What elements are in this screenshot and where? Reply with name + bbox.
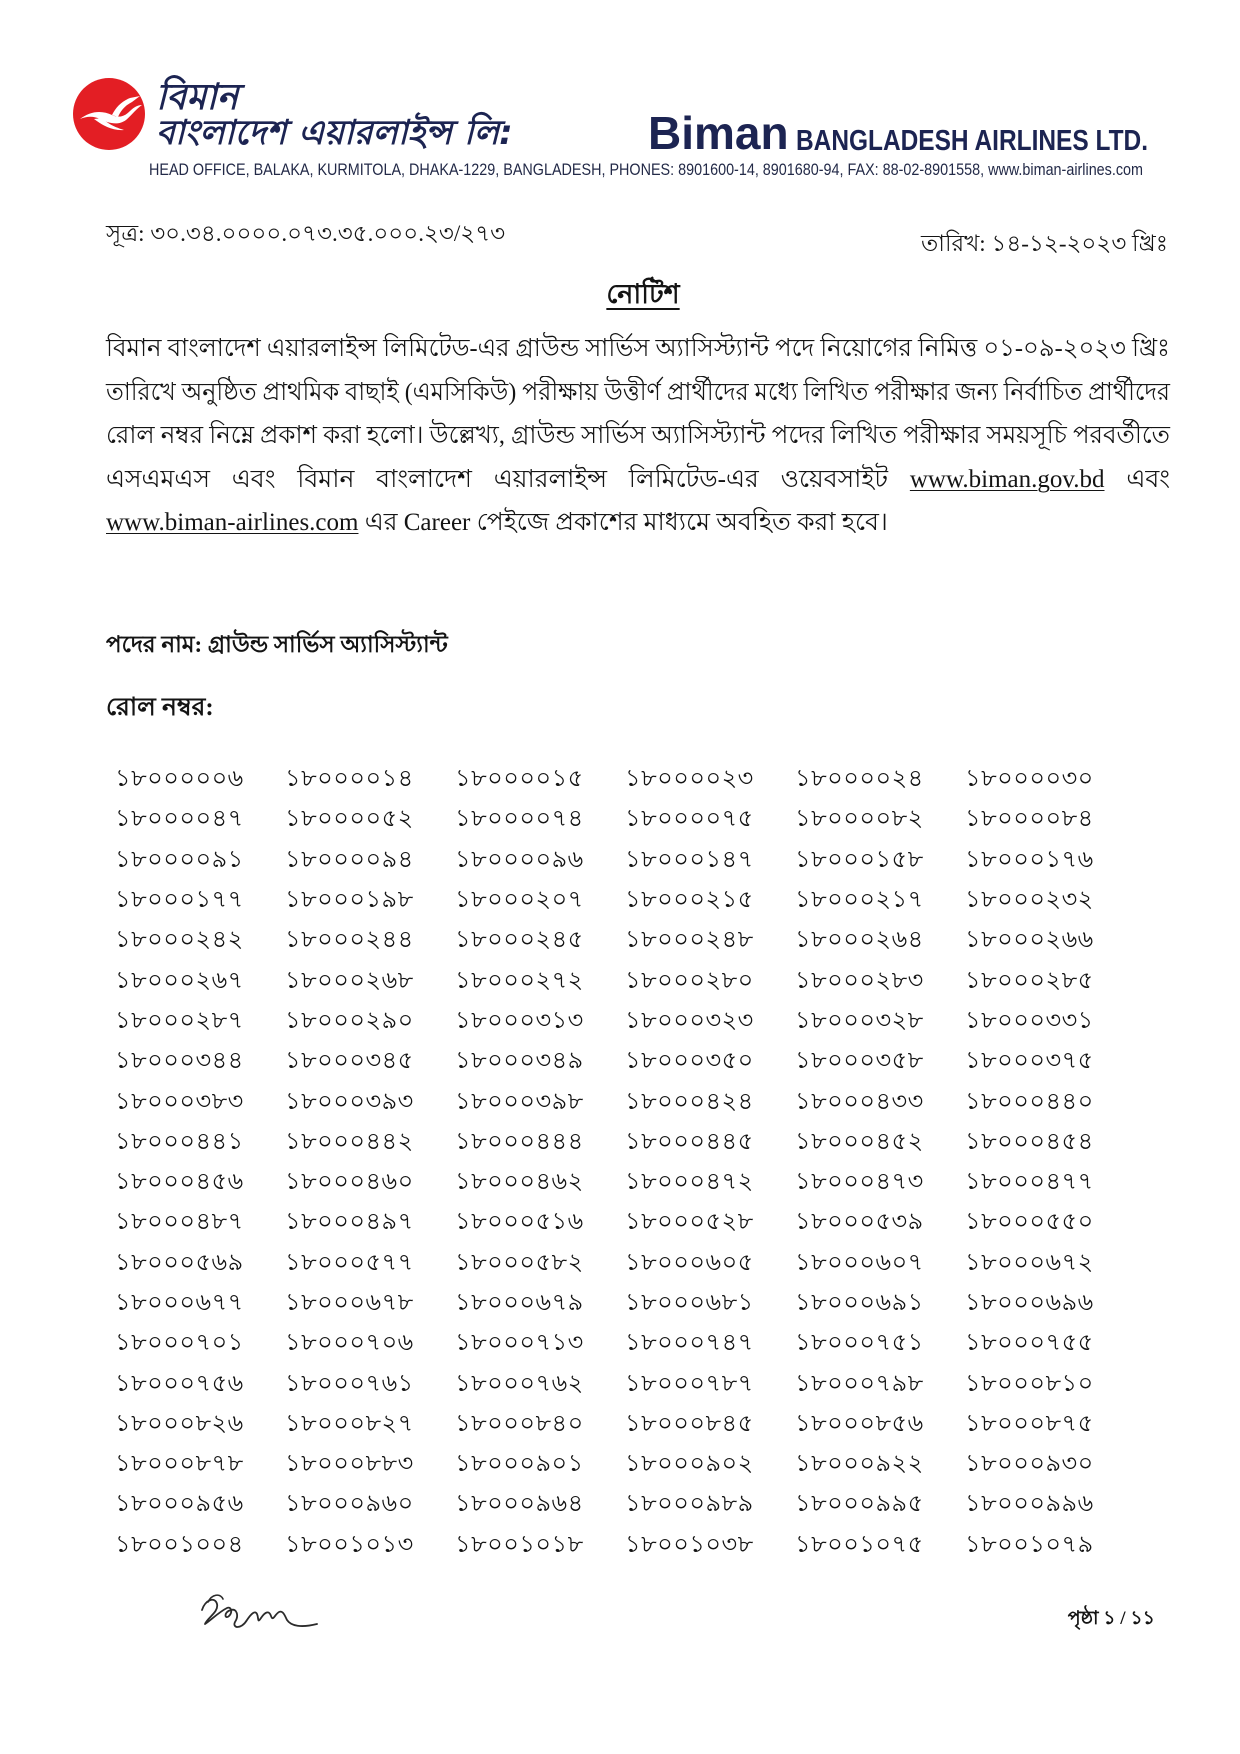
roll-number: ১৮০০০০৮২ xyxy=(795,806,924,833)
roll-number: ১৮০০০৯৯৫ xyxy=(795,1491,924,1518)
notice-line-text: রোল নম্বর নিম্নে প্রকাশ করা হলো। উল্লেখ্য, গ্রাউন্ড সার্ভিস অ্যাসিস্ট্যান্ট পদের লিখিত পরীক্ষার সময়সূচি পরবর্তীতে xyxy=(106,422,1170,449)
roll-row xyxy=(115,1444,1135,1484)
post-name: পদের নাম: গ্রাউন্ড সার্ভিস অ্যাসিস্ট্যান্ট xyxy=(106,632,448,657)
website-link-biman-gov[interactable]: www.biman.gov.bd xyxy=(909,465,1105,493)
roll-row xyxy=(115,1041,1135,1081)
roll-number: ১৮০০০৬৯৬ xyxy=(965,1290,1094,1316)
roll-number: ১৮০০০৪৪০ xyxy=(965,1088,1094,1115)
roll-number: ১৮০০০০৯৬ xyxy=(455,846,584,873)
roll-number: ১৮০০০৭৬১ xyxy=(285,1370,414,1397)
roll-number: ১৮০০১০৩৮ xyxy=(625,1531,754,1558)
page-number: পৃষ্ঠা ১ / ১১ xyxy=(1067,1608,1155,1629)
roll-number: ১৮০০০২৪২ xyxy=(115,927,244,954)
roll-number: ১৮০০০৮৮৩ xyxy=(285,1451,414,1478)
roll-number: ১৮০০০৫১৬ xyxy=(455,1209,584,1236)
roll-number: ১৮০০০৪৮৭ xyxy=(115,1209,244,1236)
roll-number: ১৮০০০১৭৬ xyxy=(965,846,1094,873)
roll-number: ১৮০০০৫৮২ xyxy=(455,1249,584,1276)
roll-number: ১৮০০০২৬৪ xyxy=(795,927,924,954)
notice-line-text: এসএমএস এবং বিমান বাংলাদেশ এয়ারলাইন্স লিমিটেড-এর ওয়েবসাইট xyxy=(106,465,889,493)
roll-number: ১৮০০০৪৪২ xyxy=(285,1128,414,1155)
roll-number: ১৮০০১০১৩ xyxy=(285,1531,414,1558)
roll-number: ১৮০০০১৭৭ xyxy=(115,887,244,914)
roll-number: ১৮০০০৪৭২ xyxy=(625,1169,754,1196)
roll-number: ১৮০০০৬৭৭ xyxy=(115,1290,244,1316)
roll-row xyxy=(115,1525,1135,1565)
roll-number: ১৮০০০৪৪৫ xyxy=(625,1128,754,1155)
roll-number: ১৮০০০২৩২ xyxy=(965,887,1094,914)
website-link-biman-airlines[interactable]: www.biman-airlines.com xyxy=(106,509,359,536)
brand-name-bengali-line2: বাংলাদেশ এয়ারলাইন্স লি: xyxy=(156,113,513,153)
roll-number: ১৮০০০৭৪৭ xyxy=(625,1330,754,1357)
notice-line xyxy=(106,371,1170,415)
roll-row xyxy=(115,799,1135,839)
roll-number: ১৮০০০৭৯৮ xyxy=(795,1370,924,1397)
roll-number: ১৮০০০০৯১ xyxy=(115,846,244,873)
roll-row xyxy=(115,1363,1135,1403)
roll-number: ১৮০০০৯৮৯ xyxy=(625,1491,754,1518)
notice-line-content xyxy=(106,458,1170,502)
roll-number: ১৮০০০৭৫৬ xyxy=(115,1370,244,1397)
roll-number: ১৮০০০০২৩ xyxy=(625,766,754,793)
roll-number: ১৮০০০২৪৪ xyxy=(285,927,414,954)
roll-number: ১৮০০০০৪৭ xyxy=(115,806,244,833)
roll-number: ১৮০০০৯৬৪ xyxy=(455,1491,584,1518)
roll-number: ১৮০০০৪৪৪ xyxy=(455,1128,584,1155)
roll-number: ১৮০০০২১৫ xyxy=(625,887,754,914)
roll-number: ১৮০০০২৪৫ xyxy=(455,927,584,954)
roll-number: ১৮০০০৮৫৬ xyxy=(795,1410,924,1437)
roll-number: ১৮০০০৬৭৮ xyxy=(285,1290,414,1316)
head-office-address: HEAD OFFICE, BALAKA, KURMITOLA, DHAKA-1229, BANGLADESH, PHONES: 8901600-14, 8901680-94, FAX: 88-02-8901558, www.biman-airlines.com xyxy=(149,160,1143,179)
notice-line xyxy=(106,414,1170,458)
roll-number: ১৮০০০২৭২ xyxy=(455,967,584,994)
roll-number: ১৮০০১০৭৫ xyxy=(795,1531,924,1558)
roll-number: ১৮০০০৩৮৩ xyxy=(115,1088,244,1115)
roll-number: ১৮০০১০০৪ xyxy=(115,1531,244,1558)
roll-row xyxy=(115,1404,1135,1444)
roll-number: ১৮০০০২৬৭ xyxy=(115,967,244,994)
roll-number: ১৮০০০৯৯৬ xyxy=(965,1491,1094,1518)
roll-row xyxy=(115,1484,1135,1524)
roll-number: ১৮০০০২৮০ xyxy=(625,967,754,994)
notice-line-text: বিমান বাংলাদেশ এয়ারলাইন্স লিমিটেড-এর গ্রাউন্ড সার্ভিস অ্যাসিস্ট্যান্ট পদে নিয়োগের নিমিত্ত ০১-০৯-২০২৩ খ্রিঃ xyxy=(106,335,1170,362)
roll-number: ১৮০০০০৭৫ xyxy=(625,806,754,833)
roll-number: ১৮০০০৩২৮ xyxy=(795,1007,924,1034)
roll-row xyxy=(115,1323,1135,1363)
roll-number: ১৮০০০০৯৪ xyxy=(285,846,414,873)
roll-row xyxy=(115,840,1135,880)
roll-number: ১৮০০০৮৪৫ xyxy=(625,1410,754,1437)
roll-number-heading: রোল নম্বর: xyxy=(106,694,214,721)
signature xyxy=(197,1588,321,1638)
roll-number: ১৮০০০১৯৮ xyxy=(285,887,414,914)
notice-line xyxy=(106,458,1170,502)
roll-number: ১৮০০০৩৪৫ xyxy=(285,1048,414,1075)
roll-number-grid xyxy=(115,759,1135,1565)
roll-number: ১৮০০০০৩০ xyxy=(965,766,1094,793)
roll-row xyxy=(115,1001,1135,1041)
roll-row xyxy=(115,1081,1135,1121)
signature-stroke xyxy=(202,1600,317,1627)
roll-number: ১৮০০০২৬৮ xyxy=(285,967,414,994)
roll-number: ১৮০০০৮৪০ xyxy=(455,1410,584,1437)
roll-number: ১৮০০০০৭৪ xyxy=(455,806,584,833)
roll-row xyxy=(115,960,1135,1000)
roll-number: ১৮০০০৮২৭ xyxy=(285,1410,414,1437)
roll-number: ১৮০০০৮২৬ xyxy=(115,1410,244,1437)
roll-number: ১৮০০০৩৪৯ xyxy=(455,1048,584,1075)
roll-row xyxy=(115,1122,1135,1162)
roll-number: ১৮০০০৭১৩ xyxy=(455,1330,584,1357)
notice-line-text: এবং xyxy=(1126,465,1171,493)
roll-number: ১৮০০০৭৬২ xyxy=(455,1370,584,1397)
roll-number: ১৮০০০৫২৮ xyxy=(625,1209,754,1236)
brand-name-english: Biman xyxy=(648,107,789,159)
notice-line-text: এর Career পেইজে প্রকাশের মাধ্যমে অবহিত করা হবে। xyxy=(364,509,888,536)
roll-number: ১৮০০০৪৯৭ xyxy=(285,1209,414,1236)
roll-number: ১৮০০০২৮৫ xyxy=(965,967,1094,994)
roll-number: ১৮০০০৬৭২ xyxy=(965,1249,1094,1276)
roll-number: ১৮০০০৬০৫ xyxy=(625,1249,754,1276)
roll-number: ১৮০০০৪৭৩ xyxy=(795,1169,924,1196)
roll-number: ১৮০০০৭৫৫ xyxy=(965,1330,1094,1357)
roll-row xyxy=(115,920,1135,960)
roll-number: ১৮০০০৬০৭ xyxy=(795,1249,924,1276)
roll-number: ১৮০০০৬৯১ xyxy=(795,1290,924,1316)
roll-row xyxy=(115,1162,1135,1202)
roll-number: ১৮০০০৩৪৪ xyxy=(115,1048,244,1075)
roll-number: ১৮০০০১৪৭ xyxy=(625,846,754,873)
roll-number: ১৮০০০৬৮১ xyxy=(625,1290,754,1316)
notice-title-text: নোটিশ xyxy=(606,279,680,309)
reference-number: সূত্র: ৩০.৩৪.০০০০.০৭৩.৩৫.০০০.২৩/২৭৩ xyxy=(106,221,506,246)
roll-number: ১৮০০০১৫৮ xyxy=(795,846,924,873)
roll-number: ১৮০০০৪৪১ xyxy=(115,1128,244,1155)
roll-number: ১৮০০০৮৭৫ xyxy=(965,1410,1094,1437)
roll-number: ১৮০০০৩২৩ xyxy=(625,1007,754,1034)
roll-number: ১৮০০০৫৭৭ xyxy=(285,1249,414,1276)
roll-number: ১৮০০০৭০৬ xyxy=(285,1330,414,1357)
roll-number: ১৮০০১০১৮ xyxy=(455,1531,584,1558)
roll-number: ১৮০০০৯৩০ xyxy=(965,1451,1094,1478)
roll-number: ১৮০০০৪২৪ xyxy=(625,1088,754,1115)
roll-number: ১৮০০০৩৭৫ xyxy=(965,1048,1094,1075)
roll-number: ১৮০০০৭৫১ xyxy=(795,1330,924,1357)
roll-number: ১৮০০১০৭৯ xyxy=(965,1531,1094,1558)
roll-number: ১৮০০০০১৪ xyxy=(285,766,414,793)
roll-number: ১৮০০০২৬৬ xyxy=(965,927,1094,954)
roll-number: ১৮০০০৪৩৩ xyxy=(795,1088,924,1115)
brand-name-english-suffix: BANGLADESH AIRLINES LTD. xyxy=(796,125,1148,157)
roll-number: ১৮০০০৪৬০ xyxy=(285,1169,414,1196)
roll-number: ১৮০০০৯০২ xyxy=(625,1451,754,1478)
roll-number: ১৮০০০০২৪ xyxy=(795,766,924,793)
roll-number: ১৮০০০৪৬২ xyxy=(455,1169,584,1196)
roll-number: ১৮০০০০০৬ xyxy=(115,766,244,793)
roll-number: ১৮০০০৪৭৭ xyxy=(965,1169,1094,1196)
roll-number: ১৮০০০৫৬৯ xyxy=(115,1249,244,1276)
notice-title xyxy=(560,276,726,312)
notice-line-text: তারিখে অনুষ্ঠিত প্রাথমিক বাছাই (এমসিকিউ) পরীক্ষায় উত্তীর্ণ প্রার্থীদের মধ্যে লিখিত পরীক্ষার জন্য নির্বাচিত প্রার্থীদের xyxy=(106,378,1170,406)
roll-number: ১৮০০০৪৫৪ xyxy=(965,1128,1094,1155)
roll-row xyxy=(115,759,1135,799)
roll-number: ১৮০০০৭০১ xyxy=(115,1330,244,1357)
roll-number: ১৮০০০৩৫৮ xyxy=(795,1048,924,1075)
roll-number: ১৮০০০৫৫০ xyxy=(965,1209,1094,1236)
roll-number: ১৮০০০০৫২ xyxy=(285,806,414,833)
brand-name-bengali-line1: বিমান xyxy=(156,77,239,118)
roll-number: ১৮০০০৯৬০ xyxy=(285,1491,414,1518)
notice-date: তারিখ: ১৪-১২-২০২৩ খ্রিঃ xyxy=(921,231,1168,256)
roll-number: ১৮০০০৩৯৮ xyxy=(455,1088,584,1115)
roll-number: ১৮০০০৬৭৯ xyxy=(455,1290,584,1316)
roll-row xyxy=(115,1202,1135,1242)
roll-number: ১৮০০০২০৭ xyxy=(455,887,584,914)
roll-number: ১৮০০০৯২২ xyxy=(795,1451,924,1478)
notice-line xyxy=(106,327,1170,371)
roll-number: ১৮০০০৩৯৩ xyxy=(285,1088,414,1115)
roll-number: ১৮০০০৩১৩ xyxy=(455,1007,584,1034)
roll-row xyxy=(115,1283,1135,1323)
notice-line-content xyxy=(106,501,888,545)
roll-number: ১৮০০০২৯০ xyxy=(285,1007,414,1034)
notice-paragraph xyxy=(106,327,1170,545)
roll-number: ১৮০০০৪৫২ xyxy=(795,1128,924,1155)
roll-number: ১৮০০০২৮৩ xyxy=(795,967,924,994)
notice-line xyxy=(106,501,1170,545)
roll-number: ১৮০০০৫৩৯ xyxy=(795,1209,924,1236)
roll-number: ১৮০০০০১৫ xyxy=(455,766,584,793)
roll-row xyxy=(115,1243,1135,1283)
roll-number: ১৮০০০০৮৪ xyxy=(965,806,1094,833)
roll-number: ১৮০০০৯৫৬ xyxy=(115,1491,244,1518)
roll-number: ১৮০০০৪৫৬ xyxy=(115,1169,244,1196)
roll-number: ১৮০০০৭৮৭ xyxy=(625,1370,754,1397)
roll-number: ১৮০০০২৪৮ xyxy=(625,927,754,954)
roll-number: ১৮০০০৮১০ xyxy=(965,1370,1094,1397)
biman-logo-icon xyxy=(72,77,146,151)
roll-number: ১৮০০০৮৭৮ xyxy=(115,1451,244,1478)
roll-number: ১৮০০০৯০১ xyxy=(455,1451,584,1478)
roll-number: ১৮০০০৩৩১ xyxy=(965,1007,1094,1034)
roll-row xyxy=(115,880,1135,920)
roll-number: ১৮০০০২৮৭ xyxy=(115,1007,244,1034)
roll-number: ১৮০০০২১৭ xyxy=(795,887,924,914)
roll-number: ১৮০০০৩৫০ xyxy=(625,1048,754,1075)
